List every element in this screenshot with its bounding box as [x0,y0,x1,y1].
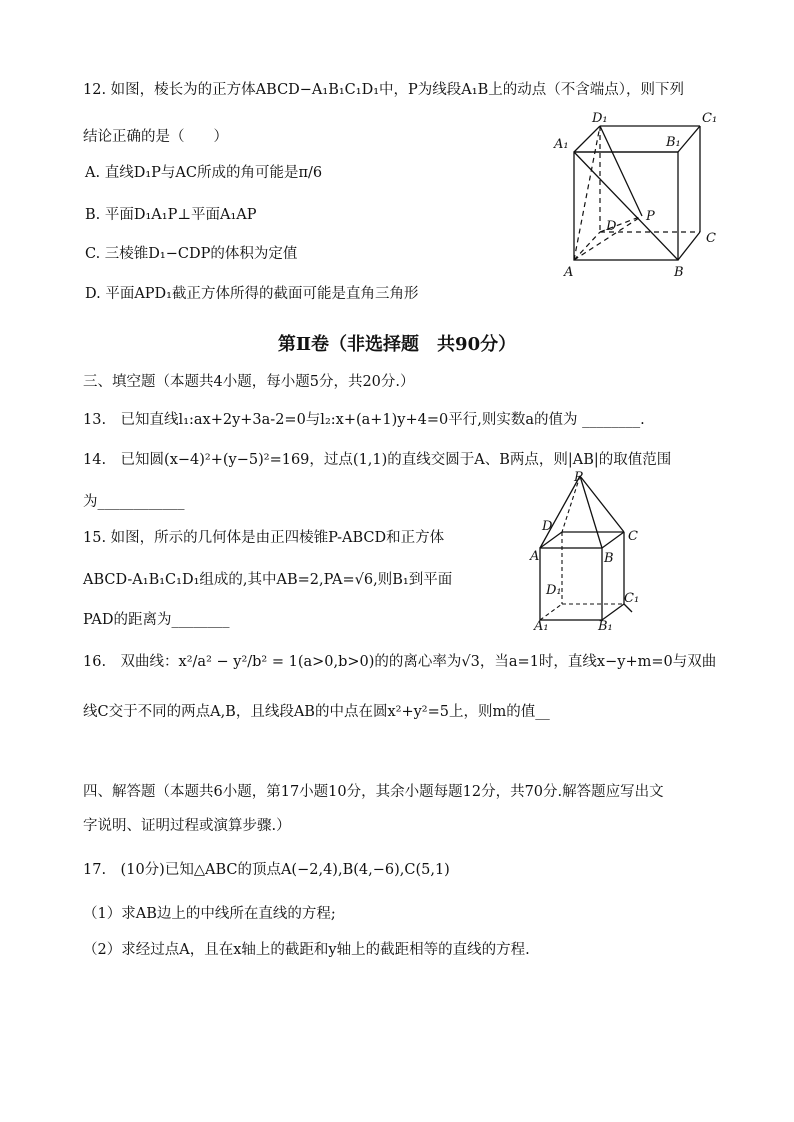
q15-pyramid-cube-figure [528,470,658,632]
label-a1: A₁ [554,137,569,152]
label-b: B [674,265,684,280]
q12-option-a: A. 直线D₁P与AC所成的角可能是π/6 [85,165,323,181]
q12-option-c: C. 三棱锥D₁−CDP的体积为定值 [85,246,298,262]
label-d: D [606,219,617,234]
q12-option-b: B. 平面D₁A₁P⊥平面A₁AP [85,207,257,223]
q17-part1: （1）求AB边上的中线所在直线的方程; [83,906,336,922]
q13: 13. 已知直线l₁:ax+2y+3a-2=0与l₂:x+(a+1)y+4=0平行,则实数a的值为 ________. [83,412,645,428]
label-d: D [542,519,553,534]
label-b1: B₁ [598,619,613,632]
label-c: C [628,529,638,544]
part3-heading: 三、填空题（本题共4小题，每小题5分，共20分.） [83,374,415,390]
label-d1: D₁ [592,111,608,126]
q12-stem-line2: 结论正确的是（ ） [83,129,228,145]
label-a: A [564,265,574,280]
q17-part2: （2）求经过点A，且在x轴上的截距和y轴上的截距相等的直线的方程. [83,942,530,958]
label-c1: C₁ [624,591,640,606]
q14-line2: 为____________ [83,494,185,510]
q17-stem: 17. (10分)已知△ABC的顶点A(−2,4),B(4,−6),C(5,1) [83,862,450,878]
q12-stem-line1: 12. 如图，棱长为的正方体ABCD−A₁B₁C₁D₁中，P为线段A₁B上的动点（不含端点），则下列 [83,82,684,98]
q15-line3: PAD的距离为________ [83,612,230,628]
label-a1: A₁ [534,619,549,632]
q14-line1: 14. 已知圆(x−4)²+(y−5)²=169，过点(1,1)的直线交圆于A、B两点，则|AB|的取值范围 [83,452,672,468]
label-b1: B₁ [666,135,681,150]
q12-cube-figure [550,108,730,280]
label-p: P [574,470,583,485]
q16-line1: 16. 双曲线：x²/a² − y²/b² = 1(a>0,b>0)的的离心率为√3，当a=1时，直线x−y+m=0与双曲 [83,654,717,670]
q15-line2: ABCD-A₁B₁C₁D₁组成的,其中AB=2,PA=√6,则B₁到平面 [83,572,453,588]
part4-heading-line2: 字说明、证明过程或演算步骤.） [83,818,291,834]
section-2-title: 第Ⅱ卷（非选择题 共90分） [277,334,517,355]
label-a: A [530,549,540,564]
label-p: P [646,209,655,224]
part4-heading-line1: 四、解答题（本题共6小题，第17小题10分，其余小题每题12分，共70分.解答题应写出文 [83,784,664,800]
label-d1: D₁ [546,583,562,598]
label-c1: C₁ [702,111,718,126]
label-c: C [706,231,716,246]
q12-option-d: D. 平面APD₁截正方体所得的截面可能是直角三角形 [85,286,419,302]
q16-line2: 线C交于不同的两点A,B，且线段AB的中点在圆x²+y²=5上，则m的值__ [83,704,550,720]
q15-line1: 15. 如图，所示的几何体是由正四棱锥P-ABCD和正方体 [83,530,445,546]
label-b: B [604,551,614,566]
